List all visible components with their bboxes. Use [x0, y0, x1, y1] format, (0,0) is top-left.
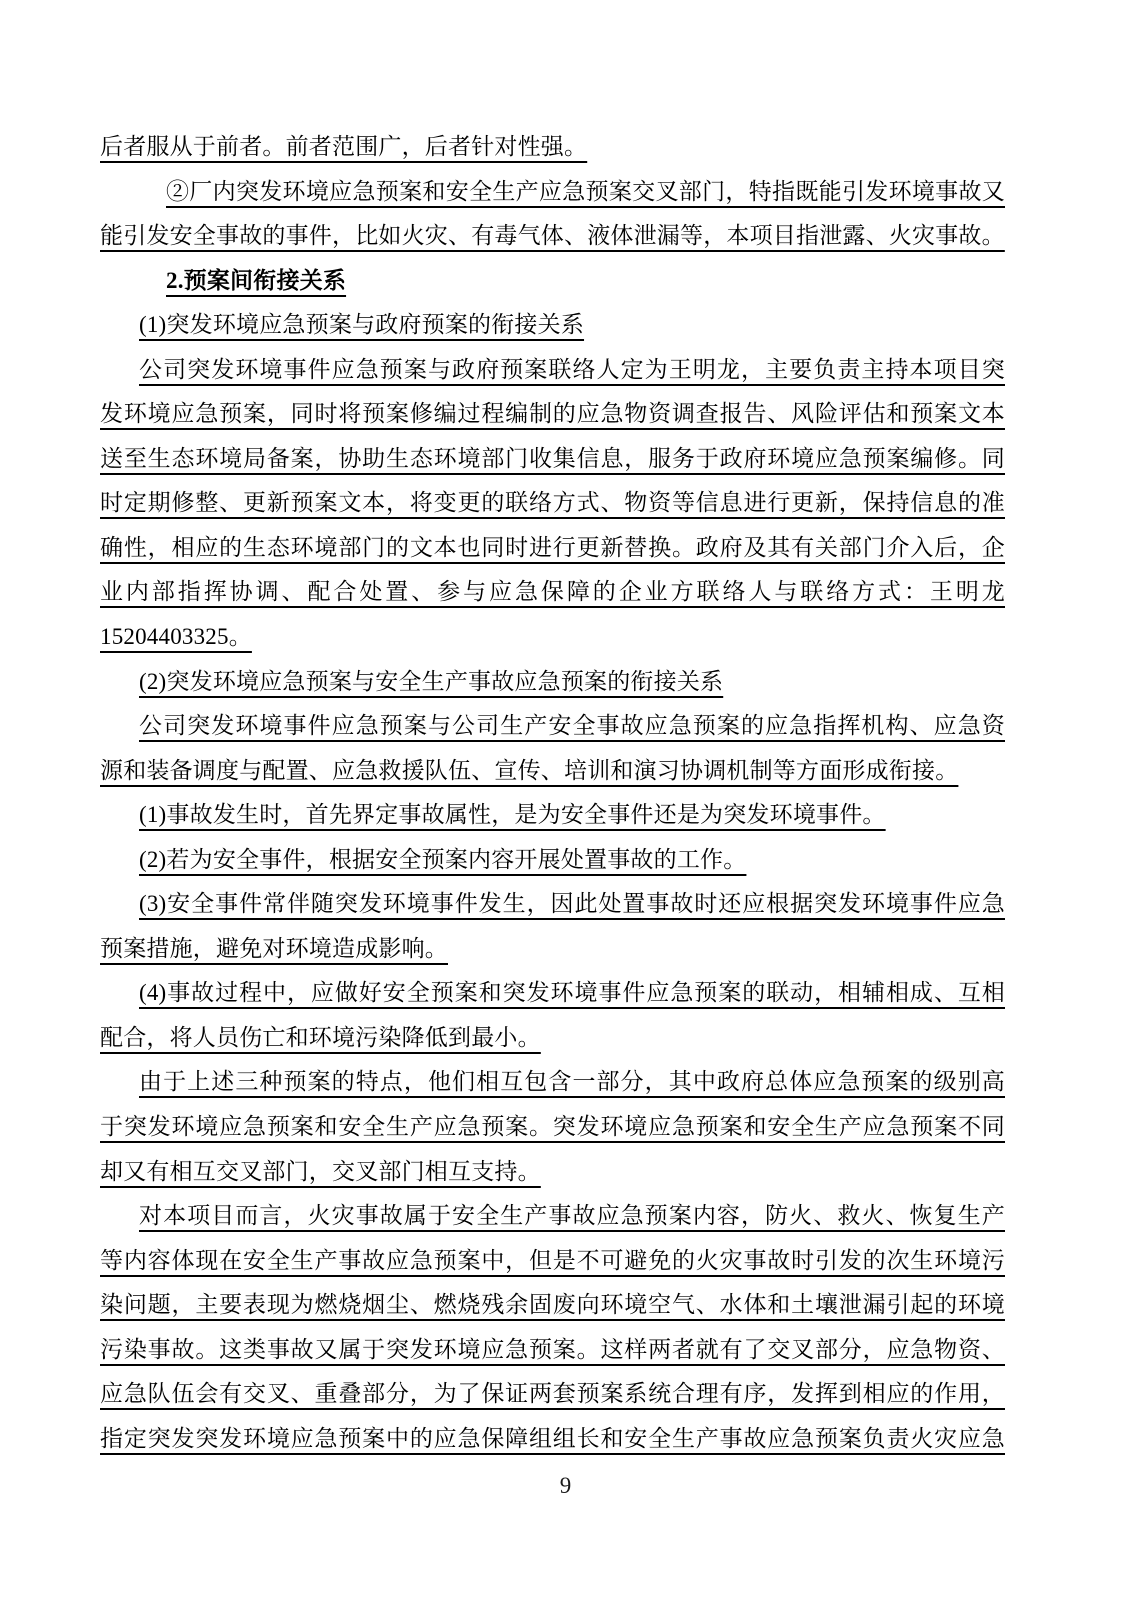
section-heading: 2.预案间衔接关系 [166, 267, 347, 293]
text-line: 污染事故。这类事故又属于突发环境应急预案。这样两者就有了交叉部分，应急物资、 [100, 1336, 1005, 1362]
text-line: 源和装备调度与配置、应急救援队伍、宣传、培训和演习协调机制等方面形成衔接。 [100, 757, 959, 783]
text-line: ②厂内突发环境应急预案和安全生产应急预案交叉部门，特指既能引发环境事故又 [166, 178, 1005, 204]
text-line: (1)事故发生时，首先界定事故属性，是为安全事件还是为突发环境事件。 [139, 802, 886, 828]
text-line: 确性，相应的生态环境部门的文本也同时进行更新替换。政府及其有关部门介入后，企 [100, 534, 1005, 560]
text-line: 发环境应急预案，同时将预案修编过程编制的应急物资调查报告、风险评估和预案文本 [100, 401, 1005, 427]
text-line: 后者服从于前者。前者范围广，后者针对性强。 [100, 134, 588, 159]
page-number: 9 [559, 1473, 572, 1498]
text-line: 15204403325。 [100, 624, 252, 650]
text-line: 送至生态环境局备案，协助生态环境部门收集信息，服务于政府环境应急预案编修。同 [100, 445, 1005, 471]
text-line: 时定期修整、更新预案文本，将变更的联络方式、物资等信息进行更新，保持信息的准 [100, 490, 1005, 516]
text-line: 公司突发环境事件应急预案与政府预案联络人定为王明龙，主要负责主持本项目突 [139, 356, 1005, 382]
text-line: (2)突发环境应急预案与安全生产事故应急预案的衔接关系 [139, 668, 724, 694]
text-line: 预案措施，避免对环境造成影响。 [100, 935, 448, 961]
text-line: 对本项目而言，火灾事故属于安全生产事故应急预案内容，防火、救火、恢复生产 [139, 1203, 1005, 1229]
text-line: 等内容体现在安全生产事故应急预案中，但是不可避免的火灾事故时引发的次生环境污 [100, 1247, 1005, 1273]
text-line: 能引发安全事故的事件，比如火灾、有毒气体、液体泄漏等，本项目指泄露、火灾事故。 [100, 223, 1005, 249]
document-body [100, 125, 1005, 1461]
text-line: (1)突发环境应急预案与政府预案的衔接关系 [139, 312, 585, 338]
text-line: 染问题，主要表现为燃烧烟尘、燃烧残余固废向环境空气、水体和土壤泄漏引起的环境 [100, 1292, 1005, 1318]
text-line: 却又有相互交叉部门，交叉部门相互支持。 [100, 1158, 541, 1184]
text-line: (2)若为安全事件，根据安全预案内容开展处置事故的工作。 [139, 846, 747, 872]
text-line: 公司突发环境事件应急预案与公司生产安全事故应急预案的应急指挥机构、应急资 [139, 713, 1005, 739]
text-line: 指定突发突发环境应急预案中的应急保障组组长和安全生产事故应急预案负责火灾应急 [100, 1425, 1005, 1451]
text-line: 应急队伍会有交叉、重叠部分，为了保证两套预案系统合理有序，发挥到相应的作用， [100, 1381, 1005, 1407]
text-line: (4)事故过程中，应做好安全预案和突发环境事件应急预案的联动，相辅相成、互相 [139, 980, 1005, 1006]
text-line: 业内部指挥协调、配合处置、参与应急保障的企业方联络人与联络方式：王明龙 [100, 579, 1005, 605]
text-line: 于突发环境应急预案和安全生产应急预案。突发环境应急预案和安全生产应急预案不同 [100, 1114, 1005, 1140]
text-line: 由于上述三种预案的特点，他们相互包含一部分，其中政府总体应急预案的级别高 [139, 1069, 1005, 1095]
text-line: 配合，将人员伤亡和环境污染降低到最小。 [100, 1024, 541, 1050]
text-line: (3)安全事件常伴随突发环境事件发生，因此处置事故时还应根据突发环境事件应急 [139, 891, 1005, 917]
